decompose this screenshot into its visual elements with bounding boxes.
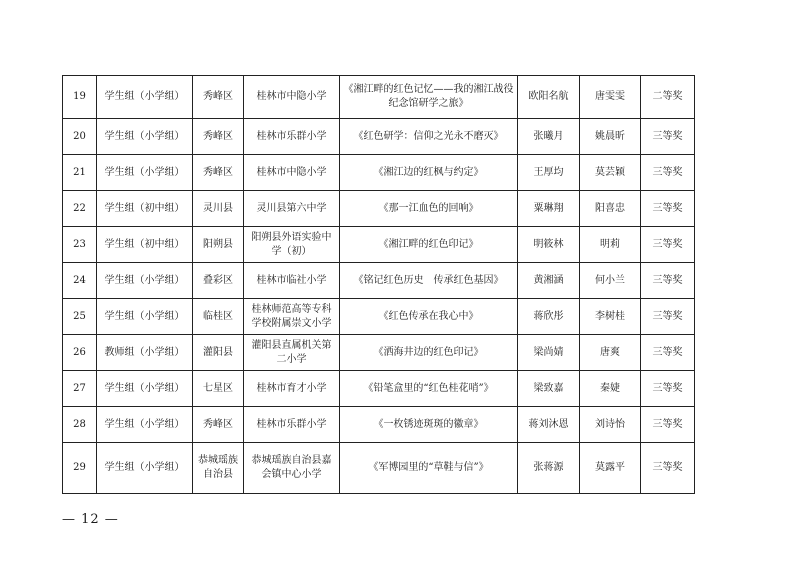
row-number-cell: 26 bbox=[63, 335, 97, 371]
author-cell: 粟琳翔 bbox=[518, 191, 580, 227]
group-cell: 学生组（初中组） bbox=[97, 191, 193, 227]
teacher-cell: 李树桂 bbox=[580, 299, 641, 335]
table-row bbox=[63, 119, 695, 155]
award-cell: 三等奖 bbox=[641, 155, 695, 191]
teacher-cell: 唐爽 bbox=[580, 335, 641, 371]
school-cell: 桂林师范高等专科学校附属崇文小学 bbox=[244, 299, 340, 335]
award-cell: 三等奖 bbox=[641, 191, 695, 227]
award-cell: 三等奖 bbox=[641, 407, 695, 443]
teacher-cell: 刘诗怡 bbox=[580, 407, 641, 443]
school-cell: 桂林市中隐小学 bbox=[244, 155, 340, 191]
work-title-cell: 《湘江边的红枫与约定》 bbox=[340, 155, 518, 191]
author-cell: 蒋刘沐恩 bbox=[518, 407, 580, 443]
district-cell: 七星区 bbox=[193, 371, 244, 407]
work-title-cell: 《铅笔盒里的“红色桂花哨”》 bbox=[340, 371, 518, 407]
table-row bbox=[63, 227, 695, 263]
group-cell: 学生组（小学组） bbox=[97, 299, 193, 335]
author-cell: 欧阳名航 bbox=[518, 76, 580, 119]
school-cell: 灌阳县直属机关第二小学 bbox=[244, 335, 340, 371]
district-cell: 灌阳县 bbox=[193, 335, 244, 371]
awards-table bbox=[62, 75, 695, 494]
row-number-cell: 28 bbox=[63, 407, 97, 443]
award-cell: 三等奖 bbox=[641, 371, 695, 407]
school-cell: 阳朔县外语实验中学（初） bbox=[244, 227, 340, 263]
award-cell: 三等奖 bbox=[641, 443, 695, 494]
award-cell: 三等奖 bbox=[641, 263, 695, 299]
group-cell: 学生组（小学组） bbox=[97, 407, 193, 443]
table-row bbox=[63, 407, 695, 443]
table-row bbox=[63, 76, 695, 119]
award-cell: 二等奖 bbox=[641, 76, 695, 119]
teacher-cell: 明莉 bbox=[580, 227, 641, 263]
author-cell: 明筱林 bbox=[518, 227, 580, 263]
work-title-cell: 《洒海井边的红色印记》 bbox=[340, 335, 518, 371]
table-body bbox=[63, 76, 695, 494]
district-cell: 阳朔县 bbox=[193, 227, 244, 263]
group-cell: 学生组（小学组） bbox=[97, 371, 193, 407]
row-number-cell: 22 bbox=[63, 191, 97, 227]
teacher-cell: 秦婕 bbox=[580, 371, 641, 407]
district-cell: 秀峰区 bbox=[193, 155, 244, 191]
work-title-cell: 《湘江畔的红色印记》 bbox=[340, 227, 518, 263]
work-title-cell: 《红色传承在我心中》 bbox=[340, 299, 518, 335]
page-number: — 12 — bbox=[62, 512, 119, 527]
group-cell: 学生组（小学组） bbox=[97, 119, 193, 155]
row-number-cell: 27 bbox=[63, 371, 97, 407]
school-cell: 桂林市乐群小学 bbox=[244, 407, 340, 443]
teacher-cell: 唐雯雯 bbox=[580, 76, 641, 119]
row-number-cell: 19 bbox=[63, 76, 97, 119]
author-cell: 张曦月 bbox=[518, 119, 580, 155]
district-cell: 灵川县 bbox=[193, 191, 244, 227]
row-number-cell: 20 bbox=[63, 119, 97, 155]
row-number-cell: 29 bbox=[63, 443, 97, 494]
group-cell: 学生组（小学组） bbox=[97, 263, 193, 299]
district-cell: 秀峰区 bbox=[193, 407, 244, 443]
author-cell: 蒋欣彤 bbox=[518, 299, 580, 335]
school-cell: 桂林市乐群小学 bbox=[244, 119, 340, 155]
school-cell: 恭城瑶族自治县嘉会镇中心小学 bbox=[244, 443, 340, 494]
author-cell: 张蒋源 bbox=[518, 443, 580, 494]
work-title-cell: 《湘江畔的红色记忆——我的湘江战役纪念馆研学之旅》 bbox=[340, 76, 518, 119]
district-cell: 临桂区 bbox=[193, 299, 244, 335]
work-title-cell: 《那一江血色的回响》 bbox=[340, 191, 518, 227]
author-cell: 王厚均 bbox=[518, 155, 580, 191]
teacher-cell: 阳喜忠 bbox=[580, 191, 641, 227]
table-row bbox=[63, 335, 695, 371]
work-title-cell: 《红色研学：信仰之光永不磨灭》 bbox=[340, 119, 518, 155]
table-row bbox=[63, 263, 695, 299]
district-cell: 秀峰区 bbox=[193, 119, 244, 155]
award-cell: 三等奖 bbox=[641, 299, 695, 335]
district-cell: 叠彩区 bbox=[193, 263, 244, 299]
school-cell: 灵川县第六中学 bbox=[244, 191, 340, 227]
table-row bbox=[63, 155, 695, 191]
work-title-cell: 《一枚锈迹斑斑的徽章》 bbox=[340, 407, 518, 443]
award-cell: 三等奖 bbox=[641, 119, 695, 155]
teacher-cell: 姚晨昕 bbox=[580, 119, 641, 155]
table-row bbox=[63, 443, 695, 494]
school-cell: 桂林市临社小学 bbox=[244, 263, 340, 299]
group-cell: 学生组（小学组） bbox=[97, 443, 193, 494]
district-cell: 秀峰区 bbox=[193, 76, 244, 119]
group-cell: 学生组（初中组） bbox=[97, 227, 193, 263]
row-number-cell: 21 bbox=[63, 155, 97, 191]
author-cell: 黄湘涵 bbox=[518, 263, 580, 299]
school-cell: 桂林市中隐小学 bbox=[244, 76, 340, 119]
teacher-cell: 莫露平 bbox=[580, 443, 641, 494]
table-row bbox=[63, 191, 695, 227]
group-cell: 教师组（小学组） bbox=[97, 335, 193, 371]
row-number-cell: 23 bbox=[63, 227, 97, 263]
row-number-cell: 24 bbox=[63, 263, 97, 299]
row-number-cell: 25 bbox=[63, 299, 97, 335]
award-cell: 三等奖 bbox=[641, 227, 695, 263]
teacher-cell: 莫芸颖 bbox=[580, 155, 641, 191]
teacher-cell: 何小兰 bbox=[580, 263, 641, 299]
work-title-cell: 《铭记红色历史 传承红色基因》 bbox=[340, 263, 518, 299]
district-cell: 恭城瑶族自治县 bbox=[193, 443, 244, 494]
group-cell: 学生组（小学组） bbox=[97, 155, 193, 191]
table-row bbox=[63, 299, 695, 335]
group-cell: 学生组（小学组） bbox=[97, 76, 193, 119]
award-cell: 三等奖 bbox=[641, 335, 695, 371]
author-cell: 梁致嘉 bbox=[518, 371, 580, 407]
author-cell: 梁尚婧 bbox=[518, 335, 580, 371]
table-row bbox=[63, 371, 695, 407]
school-cell: 桂林市育才小学 bbox=[244, 371, 340, 407]
work-title-cell: 《军博园里的“草鞋与信”》 bbox=[340, 443, 518, 494]
